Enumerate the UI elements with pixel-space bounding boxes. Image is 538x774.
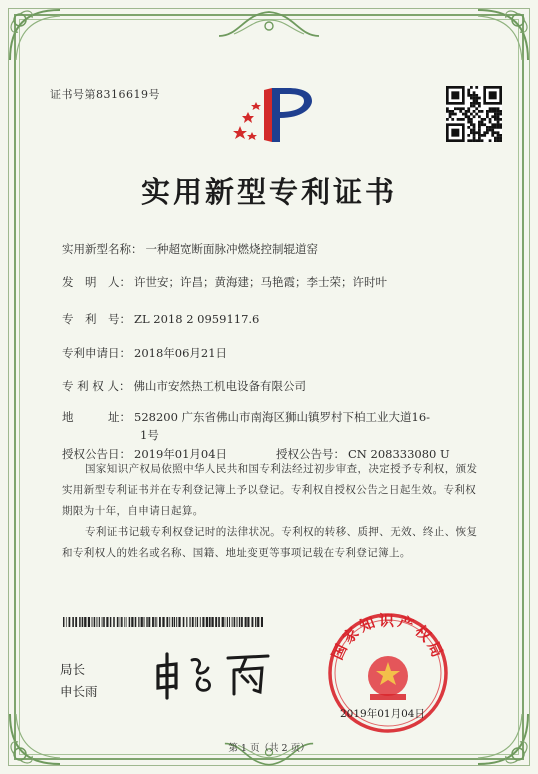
field-inventors [62, 274, 387, 290]
field-label: 地 址： [62, 410, 131, 424]
field-patentee [62, 378, 306, 394]
field-value: CN 208333080 U [348, 447, 450, 461]
page-number: 第 1 页（共 2 页） [228, 743, 310, 754]
director-signature [150, 648, 280, 700]
barcode-strip [63, 617, 263, 627]
field-label: 授权公告号： [276, 447, 345, 461]
field-utility-model-name [62, 241, 318, 257]
field-value: 一种超宽断面脉冲燃烧控制辊道窑 [145, 242, 318, 256]
field-label: 实用新型名称： [62, 242, 143, 256]
field-value: 2019年01月04日 [134, 447, 228, 461]
field-value: 佛山市安然热工机电设备有限公司 [133, 379, 306, 393]
certificate-title: 实用新型专利证书 [140, 175, 397, 209]
corner-ornament [6, 710, 64, 768]
field-patent-number [62, 311, 259, 327]
field-value: 许世安；许昌；黄海建；马艳霞；李士荣；许时叶 [134, 275, 387, 289]
statement-paragraph-2: 专利证书记载专利权登记时的法律状况。专利权的转移、质押、无效、终止、恢复和专利权人的姓名或名称、国籍、地址变更等事项记载在专利登记簿上。 [62, 526, 478, 559]
field-address [62, 409, 430, 425]
qr-code-icon [446, 86, 502, 142]
field-value: 528200 广东省佛山市南海区狮山镇罗村下柏工业大道16- [134, 410, 431, 424]
field-label: 授权公告日： [62, 447, 131, 461]
field-value: ZL 2018 2 0959117.6 [134, 312, 260, 326]
seal-text: 国家知识产权局 [328, 611, 448, 663]
field-filing-date [62, 345, 227, 361]
seal-date: 2019年01月04日 [340, 708, 425, 720]
svg-text:国家知识产权局 [328, 611, 448, 662]
corner-ornament [474, 710, 532, 768]
field-label: 专 利 权 人： [62, 379, 131, 393]
corner-ornament [474, 6, 532, 64]
field-label: 专利申请日： [62, 346, 131, 360]
field-address-cont [140, 427, 159, 443]
cnipa-logo-icon [228, 84, 318, 146]
statement-paragraph-1: 国家知识产权局依照中华人民共和国专利法经过初步审查，决定授予专利权，颁发实用新型专利证书并在专利登记簿上予以登记。专利权自授权公告之日起生效。专利权期限为十年，自申请日起算。 [62, 463, 478, 517]
field-value: 1号 [140, 428, 159, 442]
field-value: 2018年06月21日 [134, 346, 228, 360]
corner-ornament [6, 6, 64, 64]
field-label: 专 利 号： [62, 312, 131, 326]
director-name: 申长雨 [60, 684, 98, 699]
top-ornament [214, 6, 324, 40]
field-label: 发 明 人： [62, 275, 131, 289]
director-title: 局长 [60, 662, 86, 677]
certificate-number: 证书号第8316619号 [50, 88, 160, 101]
